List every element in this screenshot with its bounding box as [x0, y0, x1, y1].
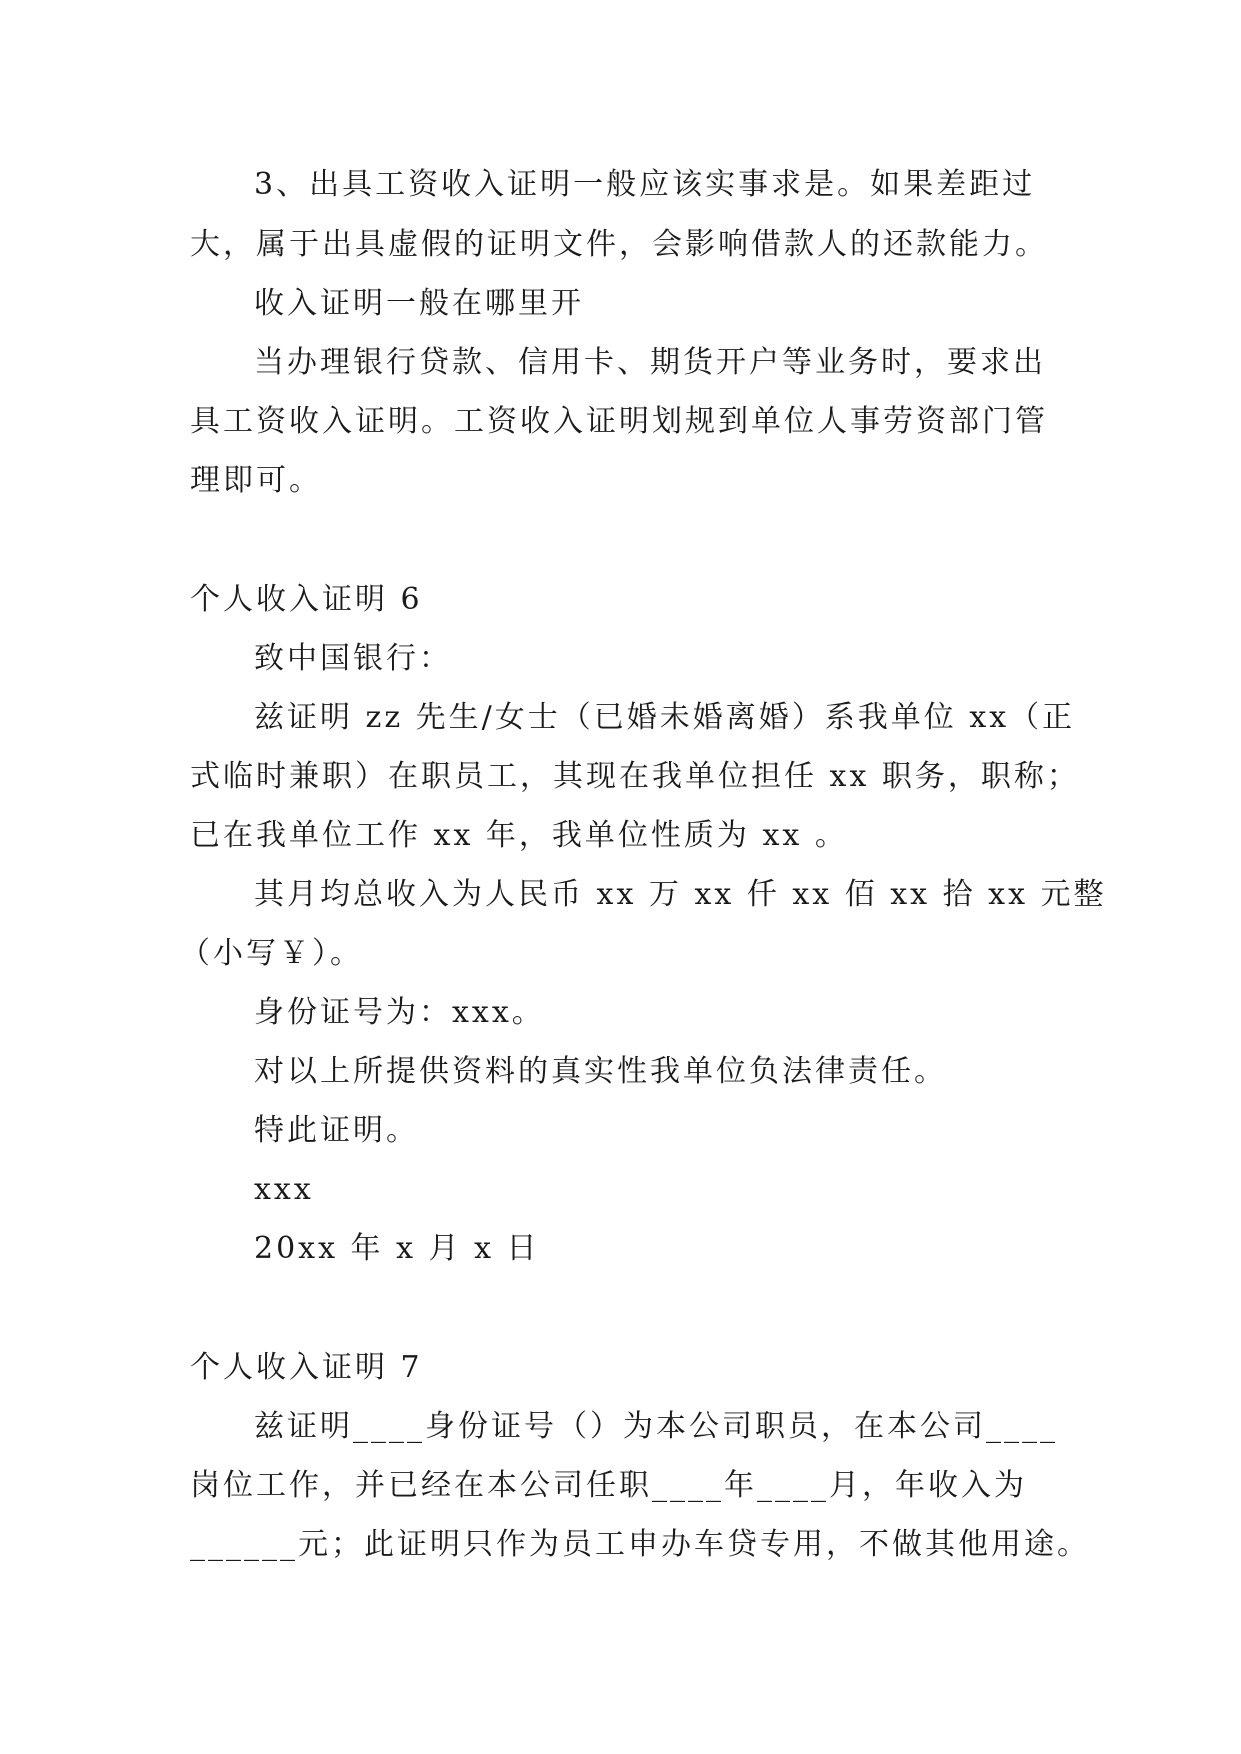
paragraph-line: 其月均总收入为人民币 xx 万 xx 仟 xx 佰 xx 拾 xx 元整: [254, 877, 1107, 912]
paragraph-line: 理即可。: [190, 463, 322, 498]
paragraph-line: 3、出具工资收入证明一般应该实事求是。如果差距过: [254, 167, 1036, 202]
signature: xxx: [254, 1172, 314, 1207]
salutation: 致中国银行：: [254, 641, 452, 676]
paragraph-line: 岗位工作，并已经在本公司任职____年____月，年收入为: [190, 1468, 1027, 1503]
paragraph-line: 具工资收入证明。工资收入证明划规到单位人事劳资部门管: [190, 404, 1048, 439]
paragraph-line: 当办理银行贷款、信用卡、期货开户等业务时，要求出: [254, 345, 1046, 380]
paragraph-line: （小写￥）。: [180, 936, 363, 971]
paragraph-line: 大，属于出具虚假的证明文件，会影响借款人的还款能力。: [190, 227, 1048, 262]
closing-line: 特此证明。: [254, 1113, 419, 1148]
paragraph-line: 兹证明 zz 先生/女士（已婚未婚离婚）系我单位 xx（正: [254, 700, 1076, 735]
paragraph-line: 兹证明____身份证号（）为本公司职员，在本公司____: [254, 1409, 1058, 1444]
section-heading-7: 个人收入证明 7: [190, 1350, 423, 1385]
date-line: 20xx 年 x 月 x 日: [254, 1231, 540, 1266]
section-heading-6: 个人收入证明 6: [190, 582, 423, 617]
liability-statement: 对以上所提供资料的真实性我单位负法律责任。: [254, 1054, 947, 1089]
paragraph-line: 式临时兼职）在职员工，其现在我单位担任 xx 职务，职称；: [190, 759, 1080, 794]
id-number-line: 身份证号为：xxx。: [254, 995, 545, 1030]
subheading: 收入证明一般在哪里开: [254, 286, 584, 321]
paragraph-line: ______元；此证明只作为员工申办车贷专用，不做其他用途。: [190, 1527, 1090, 1562]
paragraph-line: 已在我单位工作 xx 年，我单位性质为 xx 。: [190, 818, 848, 853]
